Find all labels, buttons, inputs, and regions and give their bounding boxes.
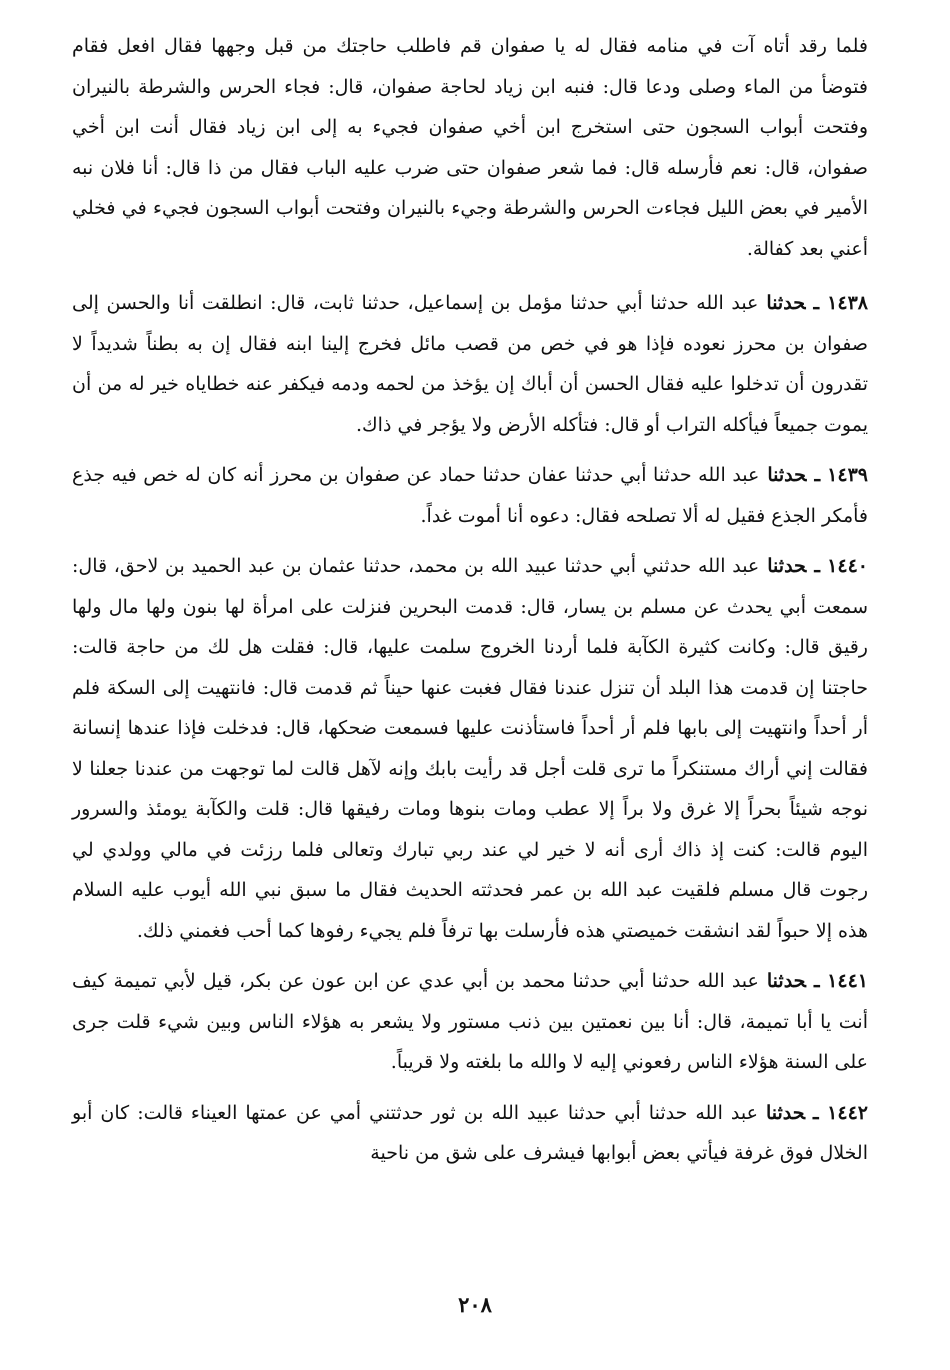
hadith-text: عبد الله حدثنا أبي حدثنا عبيد الله بن ثور حدثتني أمي عن عمتها العيناء قالت: كان أبو الخلال فوق غرفة فيأتي بعض أبوابها فيشرف على شق من ناحية: [72, 1101, 868, 1164]
hadith-paragraph-1441: [72, 961, 868, 1083]
hadith-paragraph-1438: [72, 283, 868, 445]
hadith-text: عبد الله حدثني أبي حدثنا عبيد الله بن محمد، حدثنا عثمان بن عبد الحميد بن لاحق، قال: سمعت أبي يحدث عن مسلم بن يسار، قال: قدمت البحرين فنزلت على امرأة لها بنون ولها مال ولها رقيق قال: وكانت كثيرة الكآبة فلما أردنا الخروج سلمت عليها، قال: فقلت هل لك من حاجة قالت: حاجتنا إن قدمت هذا البلد أن تنزل عندنا فقال فغبت عنها حيناً ثم قدمت قال: فانتهيت إلى السكة فلم أر أحداً وانتهيت إلى بابها فلم أر أحداً فاستأذنت عليها فسمعت ضحكها، قال: فدخلت فإذا عندها إنسانة فقالت إني أراك مستنكراً ما ترى قلت أجل قد رأيت بابك وإنه لآهل قالت لما توجهت من عندنا جعلنا لا نوجه شيئاً بحراً إلا غرق ولا براً إلا عطب ومات بنوها ومات رفيقها قال: قلت والكآبة يومئذ والسرور اليوم قالت: كنت إذ ذاك أرى أنه لا خير لي عند ربي تبارك وتعالى فلما رزئت في مالي وولدي لي رجوت قال مسلم فلقيت عبد الله بن عمر فحدثته الحديث فقال ما سبق نبي الله أيوب عليه السلام هذه إلا حبواً لقد انشقت خميصتي هذه فأرسلت بها ترفاً فلم يجيء رفوها كما أحب فغمني ذلك.: [72, 555, 868, 942]
hadith-keyword: حدثنا: [766, 970, 806, 992]
page-number: ٢٠٨: [458, 1292, 492, 1317]
hadith-paragraph-1439: [72, 455, 868, 536]
page-text: [72, 26, 868, 1174]
hadith-paragraph-1440: [72, 546, 868, 951]
hadith-number: ١٤٤٢ ـ: [813, 1101, 868, 1124]
hadith-text: عبد الله حدثنا أبي حدثنا عفان حدثنا حماد عن صفوان بن محرز أنه كان له خص فيه جذع فأمكر الجذع فقيل له ألا تصلحه فقال: دعوه أنا أموت غداً.: [72, 464, 868, 527]
hadith-text: عبد الله حدثنا أبي حدثنا محمد بن أبي عدي عن ابن عون عن بكر، قيل لأبي تميمة كيف أنت يا أبا تميمة، قال: أنا بين نعمتين بين ذنب مستور ولا يشعر به هؤلاء الناس وبين شيء قلت جرى على السنة هؤلاء الناس رفعوني إليه لا والله ما بلغته ولا قريباً.: [72, 970, 868, 1073]
hadith-keyword: حدثنا: [767, 464, 807, 486]
hadith-keyword: حدثنا: [765, 1101, 806, 1124]
hadith-text: عبد الله حدثنا أبي حدثنا مؤمل بن إسماعيل، حدثنا ثابت، قال: انطلقت أنا والحسن إلى صفوان بن محرز نعوده فإذا هو في خص من قصب مائل فخرج إلينا ابنه فقال إن به بطناً شديداً لا تقدرون أن تدخلوا عليه فقال الحسن أن أباك إن يؤخذ من لحمه ودمه فيكفر عنه خطاياه خير له من أن يموت جميعاً فيأكله التراب أو قال: فتأكله الأرض ولا يؤجر في ذاك.: [72, 292, 868, 436]
hadith-number: ١٤٤١ ـ: [813, 970, 868, 992]
opening-paragraph: فلما رقد أتاه آت في منامه فقال له يا صفوان قم فاطلب حاجتك من قبل وجهها فقال افعل فقام فتوضأ من الماء وصلى ودعا قال: فنبه ابن زياد لحاجة صفوان، قال: فجاء الحرس والشرطة بالنيران وفتحت أبواب السجون حتى استخرج ابن أخي صفوان فجيء به إلى ابن زياد فقال أنت ابن أخي صفوان، قال: نعم فأرسله قال: فما شعر صفوان حتى ضرب عليه الباب فقال من ذا قال: أنا فلان نبه الأمير في بعض الليل فجاءت الحرس والشرطة وجيء بالنيران وفتحت أبواب السجون فجيء في فخلي أعني بعد كفالة.: [72, 35, 868, 260]
hadith-number: ١٤٤٠ ـ: [814, 555, 868, 577]
hadith-number: ١٤٣٨ ـ: [813, 292, 868, 314]
hadith-keyword: حدثنا: [767, 555, 807, 577]
hadith-paragraph-1442: [72, 1093, 868, 1174]
hadith-keyword: حدثنا: [766, 292, 806, 314]
hadith-number: ١٤٣٩ ـ: [814, 464, 868, 486]
